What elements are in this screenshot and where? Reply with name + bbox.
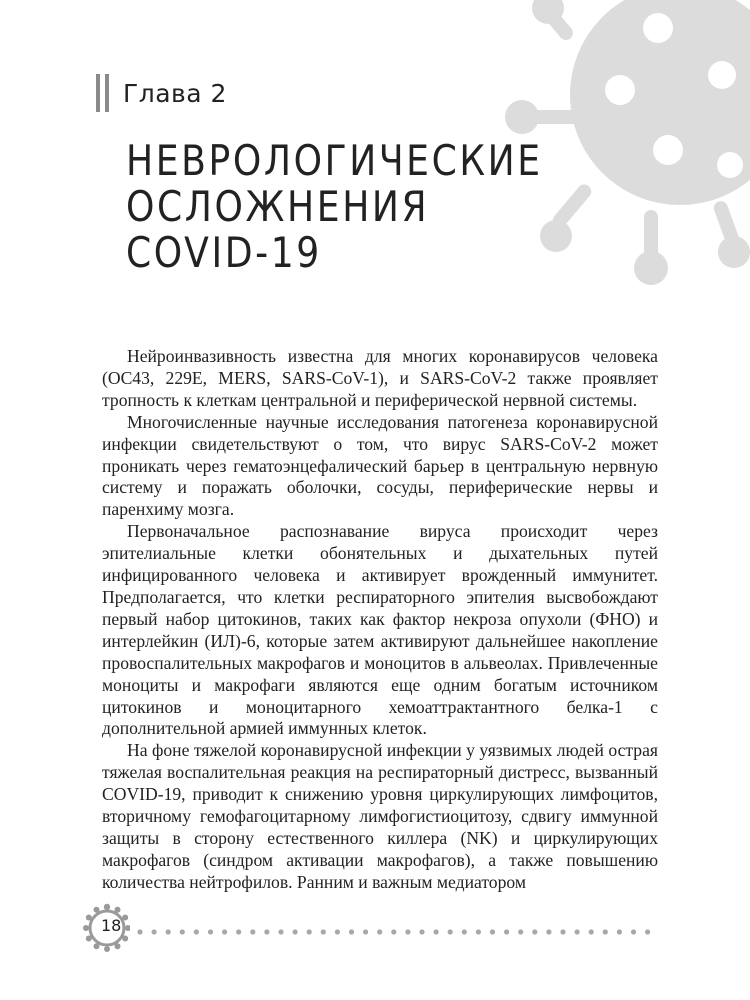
footer-dot	[222, 929, 227, 934]
footer-dot	[349, 929, 354, 934]
title-line: ОСЛОЖНЕНИЯ	[126, 182, 430, 231]
footer-dot	[377, 929, 382, 934]
footer-dot	[208, 929, 213, 934]
footer-dot	[546, 929, 551, 934]
footer-dot	[560, 929, 565, 934]
chapter-heading	[96, 74, 227, 112]
footer-dot	[363, 929, 368, 934]
page-footer	[80, 903, 660, 963]
footer-dot	[476, 929, 481, 934]
dotted-rule	[136, 927, 660, 937]
footer-dot	[518, 929, 523, 934]
chapter-title	[126, 136, 543, 277]
footer-dot	[575, 929, 580, 934]
paragraph: Нейроинвазивность известна для многих коронавирусов человека (OC43, 229E, MERS, SARS-CoV-1), и SARS-CoV-2 также проявляет тропность к клеткам центральной и периферической нервной системы.	[102, 346, 658, 410]
footer-dot	[321, 929, 326, 934]
footer-dot	[434, 929, 439, 934]
footer-dot	[589, 929, 594, 934]
footer-dot	[137, 929, 142, 934]
footer-dot	[180, 929, 185, 934]
page-number: 18	[101, 916, 122, 935]
footer-dot	[405, 929, 410, 934]
footer-dot	[504, 929, 509, 934]
footer-dot	[448, 929, 453, 934]
footer-dot	[264, 929, 269, 934]
footer-dot	[645, 929, 650, 934]
footer-dot	[603, 929, 608, 934]
paragraph: Многочисленные научные исследования патогенеза коронавирусной инфекции свидетельствуют о том, что вирус SARS-CoV-2 может проникать через гематоэнцефалический барьер в центральную нервную систему и поражать оболочки, сосуды, периферические нервы и паренхиму мозга.	[102, 411, 658, 520]
footer-dot	[293, 929, 298, 934]
footer-dot	[307, 929, 312, 934]
footer-dot	[278, 929, 283, 934]
body-text	[102, 346, 658, 894]
footer-dot	[617, 929, 622, 934]
chapter-label: Глава 2	[123, 78, 227, 108]
footer-dot	[152, 929, 157, 934]
footer-dot	[250, 929, 255, 934]
footer-dot	[391, 929, 396, 934]
footer-dot	[490, 929, 495, 934]
footer-dot	[631, 929, 636, 934]
title-line: COVID-19	[126, 228, 322, 277]
footer-dot	[166, 929, 171, 934]
paragraph: Первоначальное распознавание вируса происходит через эпителиальные клетки обонятельных и дыхательных путей инфицированного человека и активирует врожденный иммунитет. Предполагается, что клетки респираторного эпителия высвобождают первый набор цитокинов, таких как фактор некроза опухоли (ФНО) и интерлейкин (ИЛ)-6, которые затем активируют дальнейшее накопление провоспалительных макрофагов и моноцитов в альвеолах. Привлеченные моноциты и макрофаги являются еще одним богатым источником цитокинов и моноцитарного хемоаттрактантного белка-1 с дополнительной армией иммунных клеток.	[102, 521, 658, 739]
footer-dot	[335, 929, 340, 934]
footer-dot	[532, 929, 537, 934]
footer-dot	[462, 929, 467, 934]
footer-dot	[194, 929, 199, 934]
title-line: НЕВРОЛОГИЧЕСКИЕ	[126, 136, 543, 185]
footer-dot	[236, 929, 241, 934]
paragraph: На фоне тяжелой коронавирусной инфекции у уязвимых людей острая тяжелая воспалительная реакция на респираторный дистресс, вызванный COVID-19, приводит к снижению уровня циркулирующих лимфоцитов, вторичному гемофагоцитарному лимфогистиоцитозу, сдвигу иммунной защиты в сторону естественного киллера (NK) и циркулирующих макрофагов (синдром активации макрофагов), а также повышению количества нейтрофилов. Ранним и важным медиатором	[102, 740, 658, 892]
footer-dot	[419, 929, 424, 934]
chapter-bars-icon	[96, 74, 109, 112]
